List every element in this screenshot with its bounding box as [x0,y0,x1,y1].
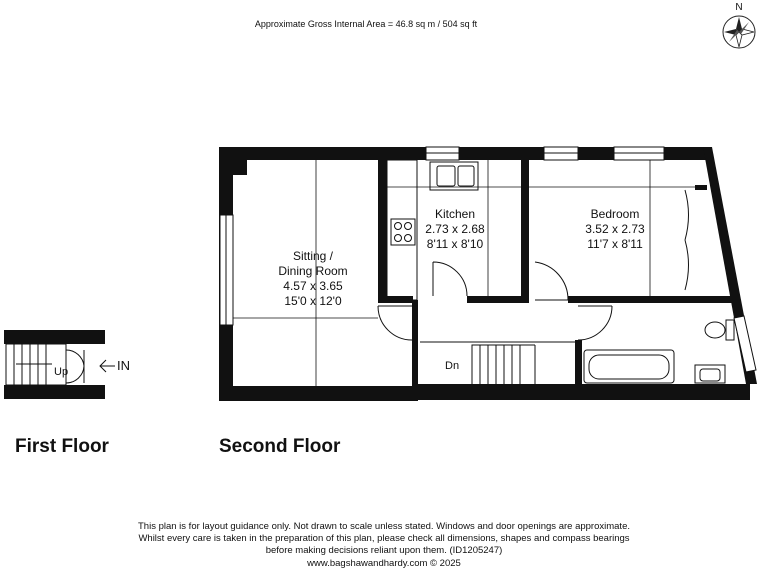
first-floor-stairs [6,344,84,385]
sitting-room-name-line2: Dining Room [278,264,348,278]
kitchen-imperial: 8'11 x 8'10 [426,237,484,251]
bedroom-name: Bedroom [590,207,640,221]
second-floor-title: Second Floor [219,436,341,457]
second-floor-stairs [420,342,575,385]
website-copyright: www.bagshawandhardy.com © 2025 [307,558,461,569]
entry-arrow-icon [100,360,115,372]
kitchen-metric: 2.73 x 2.68 [425,222,485,236]
bedroom-metric: 3.52 x 2.73 [585,222,645,236]
kitchen-label [410,207,500,252]
bedroom-imperial: 11'7 x 8'11 [587,237,643,251]
sitting-room-name-line1: Sitting / [292,249,334,263]
bathroom-fittings [584,320,734,383]
first-floor-title: First Floor [15,436,109,457]
bedroom-label [570,207,660,252]
kitchen-name: Kitchen [434,207,476,221]
sitting-room-metric: 4.57 x 3.65 [283,279,343,293]
disclaimer-line-1: This plan is for layout guidance only. Not drawn to scale unless stated. Windows and door openings are approximate. [138,521,630,532]
disclaimer-line-2: Whilst every care is taken in the preparation of this plan, please check all dimensions, shapes and compass bearings [138,533,630,544]
gross-internal-area: Approximate Gross Internal Area = 46.8 sq m / 504 sq ft [254,19,478,29]
stairs-down-label: Dn [445,360,460,372]
sitting-room-label [258,249,368,309]
stairs-up-label: Up [54,366,69,378]
compass-north-letter: N [735,2,743,13]
disclaimer-line-3: before making decisions reliant upon them. (ID1205247) [265,545,503,556]
entry-label: IN [117,358,130,373]
sitting-room-imperial: 15'0 x 12'0 [284,294,342,308]
